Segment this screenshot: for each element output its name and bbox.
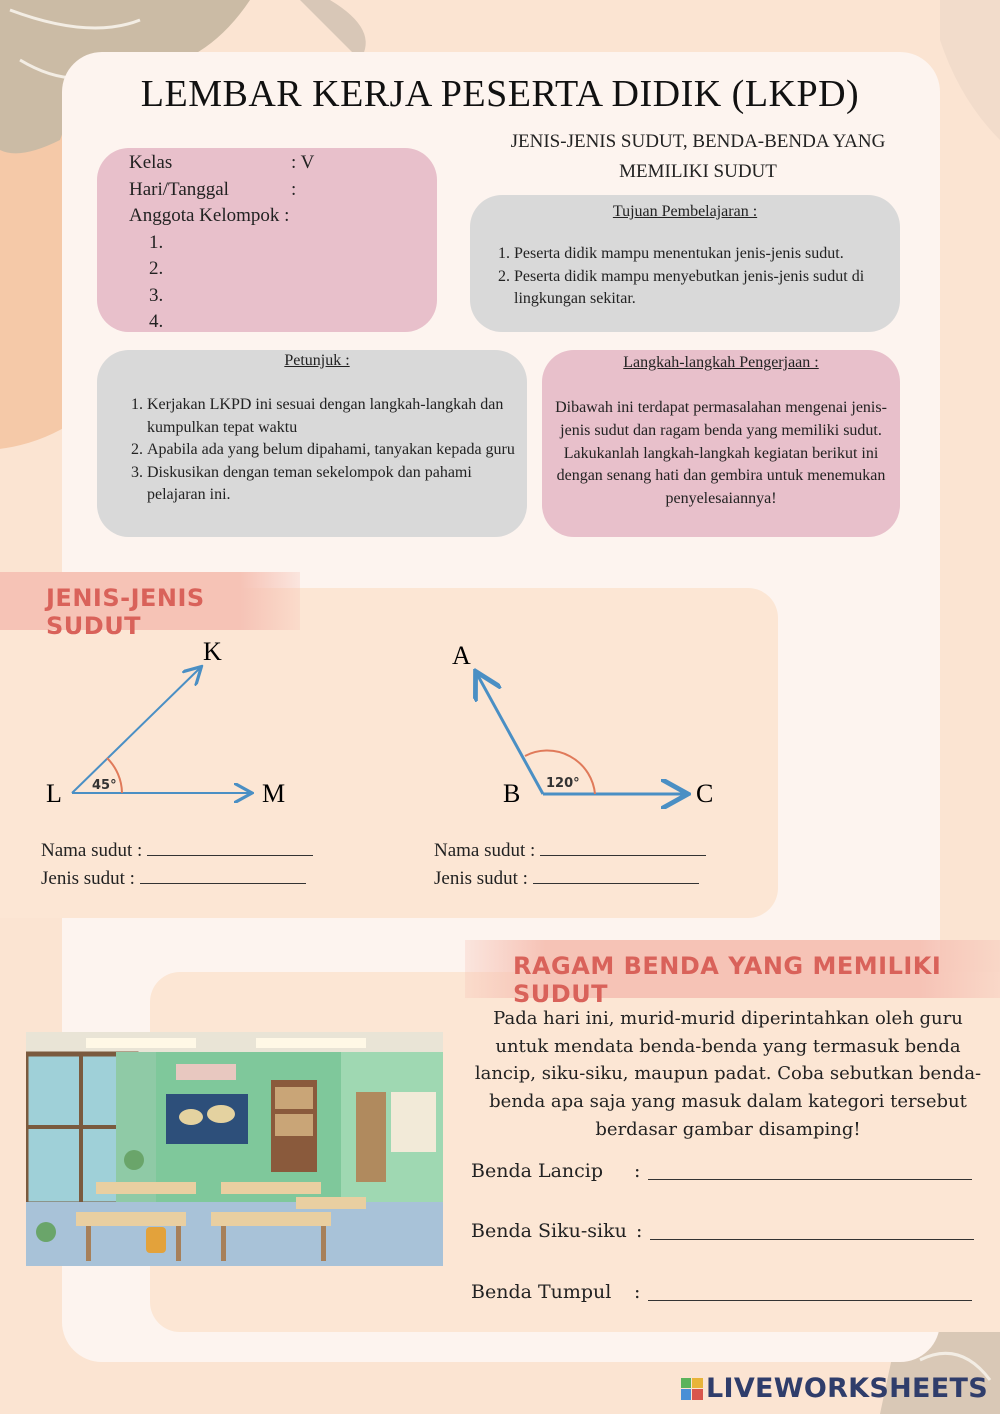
angle-abc-diagram bbox=[440, 630, 740, 810]
benda-siku-row bbox=[471, 1220, 974, 1242]
arm-lk bbox=[72, 668, 200, 793]
angle-types-heading: JENIS-JENIS SUDUT bbox=[0, 572, 300, 630]
steps-text: Dibawah ini terdapat permasalahan mengenai jenis-jenis sudut dan ragam benda yang memiliki sudut. Lakukanlah langkah-langkah kegiatan berikut ini dengan senang hati dan gembira untuk menemukan penyelesaiannya! bbox=[555, 399, 887, 508]
instruction-item: 1. Kerjakan LKPD ini sesuai dengan langkah-langkah dan kumpulkan tepat waktu bbox=[147, 394, 517, 439]
jenis-sudut-label: Jenis sudut : bbox=[41, 868, 140, 889]
benda-lancip-input[interactable] bbox=[648, 1160, 972, 1180]
label-b: B bbox=[503, 779, 521, 808]
instruction-item: 3. Diskusikan dengan teman sekelompok dan pahami pelajaran ini. bbox=[147, 462, 517, 507]
label-c: C bbox=[696, 779, 714, 808]
liveworksheets-logo[interactable] bbox=[681, 1373, 988, 1404]
hari-value[interactable]: : bbox=[291, 178, 297, 200]
objects-heading: RAGAM BENDA YANG MEMILIKI SUDUT bbox=[465, 940, 1000, 998]
classroom-illustration bbox=[26, 1032, 443, 1266]
angle-klm-diagram bbox=[40, 630, 360, 810]
member-2[interactable]: 2. bbox=[149, 258, 164, 279]
logo-text: LIVEWORKSHEETS bbox=[705, 1373, 988, 1404]
member-1[interactable]: 1. bbox=[149, 231, 164, 253]
member-3[interactable]: 3. bbox=[149, 284, 164, 306]
benda-tumpul-label: Benda Tumpul bbox=[471, 1281, 612, 1303]
label-l: L bbox=[46, 779, 62, 808]
learning-objectives-box bbox=[470, 195, 900, 332]
instructions-title: Petunjuk : bbox=[284, 352, 350, 369]
objects-paragraph: Pada hari ini, murid-murid diperintahkan oleh guru untuk mendata benda-benda yang termasuk benda lancip, siku-siku, maupun padat. Coba sebutkan benda-benda apa saja yang masuk dalam kategori tersebut berdasar gambar disamping! bbox=[474, 1008, 982, 1140]
member-4[interactable]: 4. bbox=[149, 311, 164, 332]
benda-siku-input[interactable] bbox=[650, 1220, 974, 1240]
subtitle-line-2: MEMILIKI SUDUT bbox=[619, 161, 777, 182]
jenis-sudut-input-2[interactable] bbox=[533, 867, 699, 884]
angle2-answer-fields bbox=[434, 837, 706, 893]
instruction-item: 2. Apabila ada yang belum dipahami, tanyakan kepada guru bbox=[147, 439, 517, 462]
steps-box bbox=[542, 350, 900, 537]
benda-lancip-label: Benda Lancip bbox=[471, 1160, 604, 1182]
label-m: M bbox=[262, 779, 286, 808]
benda-tumpul-input[interactable] bbox=[648, 1281, 972, 1301]
degree-120: 120° bbox=[546, 776, 580, 791]
benda-lancip-colon: : bbox=[634, 1160, 641, 1182]
kelas-label: Kelas bbox=[129, 152, 173, 173]
kelas-value: : V bbox=[291, 152, 315, 173]
benda-siku-label: Benda Siku-siku bbox=[471, 1220, 627, 1242]
objective-item: 1. Peserta didik mampu menentukan jenis-jenis sudut. bbox=[514, 243, 886, 266]
instructions-box bbox=[97, 350, 527, 537]
benda-tumpul-row bbox=[471, 1281, 972, 1303]
hari-label: Hari/Tanggal bbox=[129, 178, 229, 200]
benda-siku-colon: : bbox=[636, 1220, 643, 1242]
label-a: A bbox=[452, 641, 471, 670]
instructions-list bbox=[117, 394, 517, 507]
jenis-sudut-input-1[interactable] bbox=[140, 867, 306, 884]
nama-sudut-label: Nama sudut : bbox=[434, 840, 541, 861]
logo-mark-icon bbox=[681, 1378, 703, 1400]
nama-sudut-input-2[interactable] bbox=[540, 839, 706, 856]
subtitle bbox=[488, 127, 908, 187]
label-k: K bbox=[203, 637, 222, 666]
jenis-sudut-label: Jenis sudut : bbox=[434, 868, 533, 889]
objectives-title: Tujuan Pembelajaran : bbox=[612, 203, 758, 220]
subtitle-line-1: JENIS-JENIS SUDUT, BENDA-BENDA YANG bbox=[510, 131, 886, 152]
page-title: LEMBAR KERJA PESERTA DIDIK (LKPD) bbox=[140, 73, 860, 115]
arm-ba bbox=[477, 674, 543, 794]
student-info-box bbox=[97, 148, 437, 332]
steps-title: Langkah-langkah Pengerjaan : bbox=[623, 354, 819, 371]
objective-item: 2. Peserta didik mampu menyebutkan jenis-jenis sudut di lingkungan sekitar. bbox=[514, 266, 886, 311]
anggota-label: Anggota Kelompok : bbox=[129, 205, 290, 226]
nama-sudut-input-1[interactable] bbox=[147, 839, 313, 856]
objectives-list bbox=[484, 243, 886, 311]
nama-sudut-label: Nama sudut : bbox=[41, 840, 148, 861]
benda-lancip-row bbox=[471, 1160, 972, 1182]
benda-tumpul-colon: : bbox=[634, 1281, 641, 1303]
degree-45: 45° bbox=[92, 778, 117, 793]
angle1-answer-fields bbox=[41, 837, 313, 893]
